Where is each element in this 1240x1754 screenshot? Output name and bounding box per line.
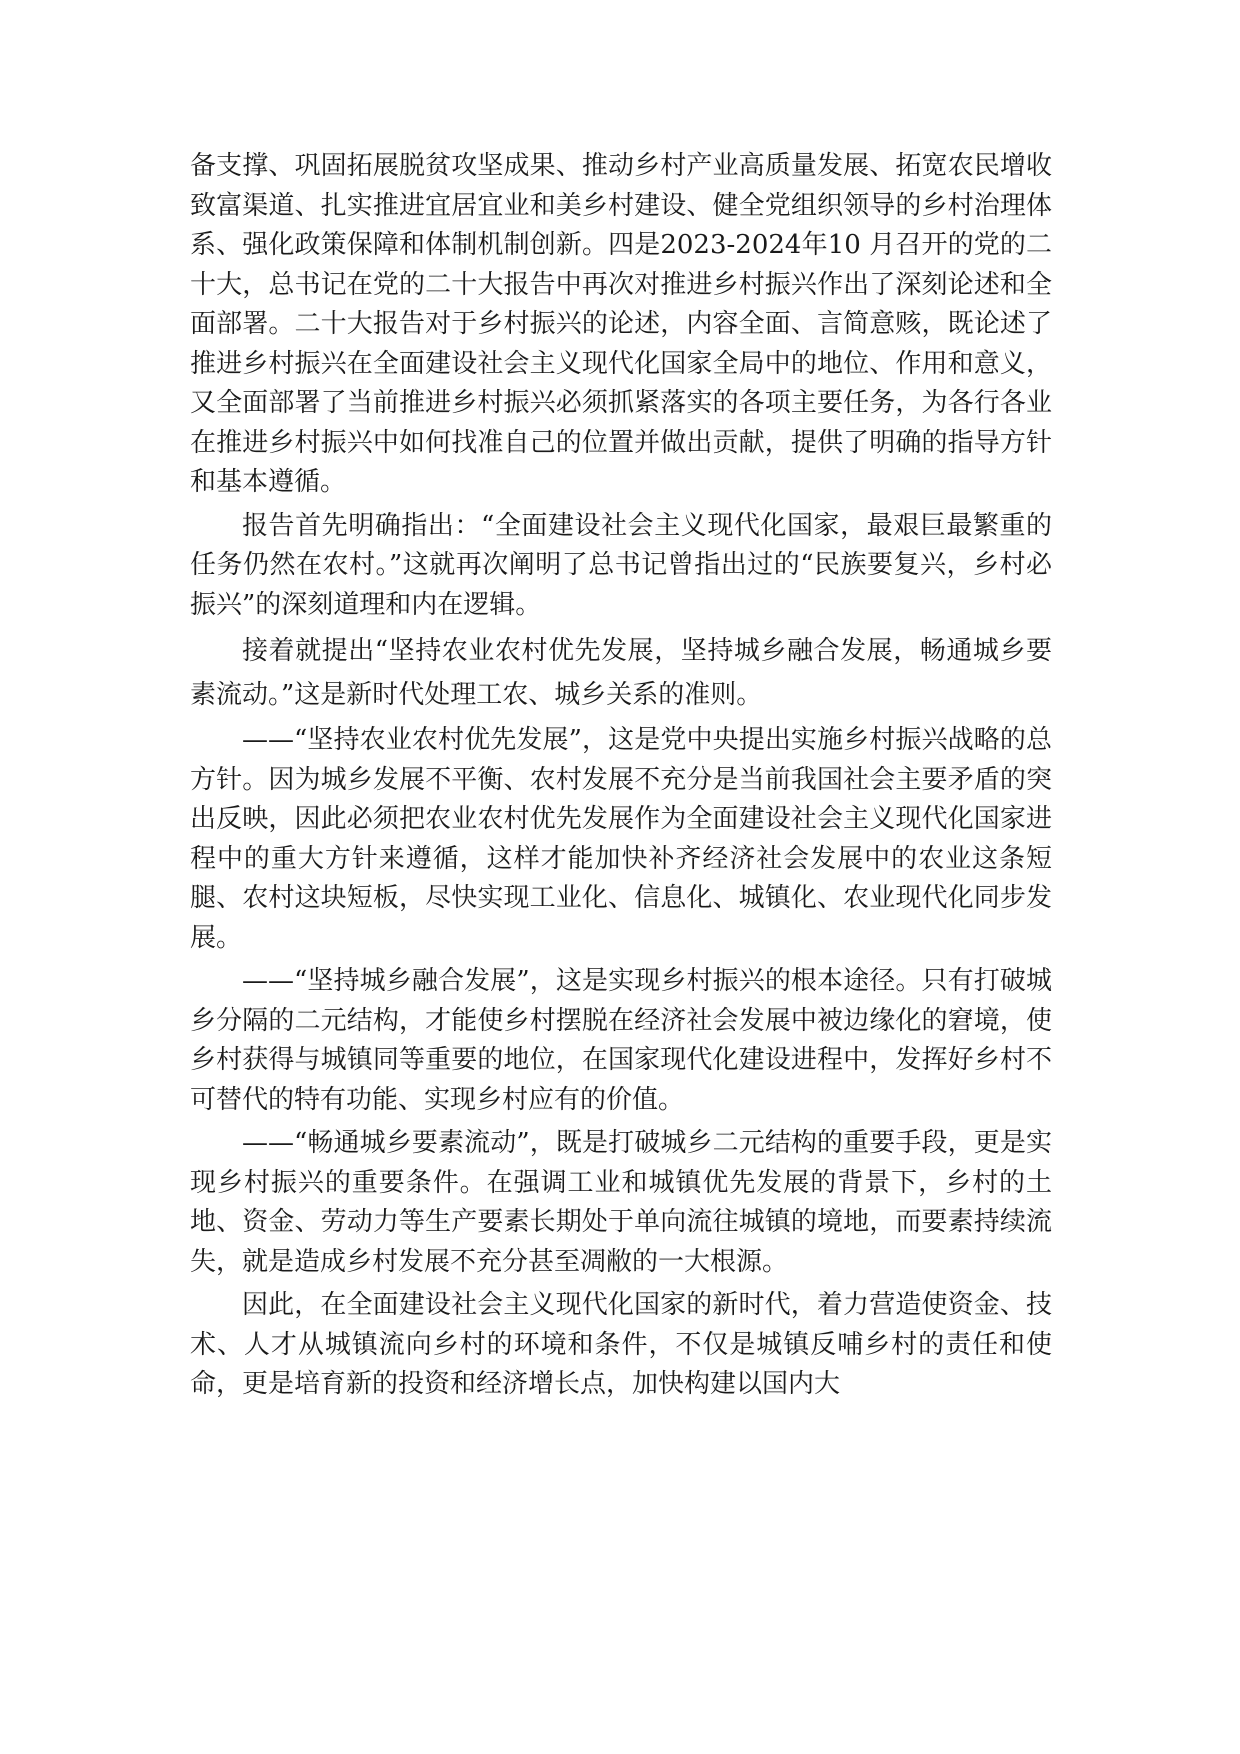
paragraph-principles: 接着就提出“坚持农业农村优先发展，坚持城乡融合发展，畅通城乡要素流动。”这是新时代处理工农、城乡关系的准则。 — [190, 636, 1052, 710]
paragraph-factor-flow: ——“畅通城乡要素流动”，既是打破城乡二元结构的重要手段，更是实现乡村振兴的重要条件。在强调工业和城镇优先发展的背景下，乡村的土地、资金、劳动力等生产要素长期处于单向流往城镇的境地，而要素持续流失，就是造成乡村发展不充分甚至凋敝的一大根源。 — [190, 1128, 1052, 1277]
paragraph-continuation: 备支撑、巩固拓展脱贫攻坚成果、推动乡村产业高质量发展、拓宽农民增收致富渠道、扎实推进宜居宜业和美乡村建设、健全党组织领导的乡村治理体系、强化政策保障和体制机制创新。四是2023-2024年10 月召开的党的二十大，总书记在党的二十大报告中再次对推进乡村振兴作出了深刻论述和全面部署。二十大报告对于乡村振兴的论述，内容全面、言简意赅，既论述了推进乡村振兴在全面建设社会主义现代化国家全局中的地位、作用和意义，又全面部署了当前推进乡村振兴必须抓紧落实的各项主要任务，为各行各业在推进乡村振兴中如何找准自己的位置并做出贡献，提供了明确的指导方针和基本遵循。 — [190, 151, 1052, 497]
paragraph-urban-rural-integration: ——“坚持城乡融合发展”，这是实现乡村振兴的根本途径。只有打破城乡分隔的二元结构，才能使乡村摆脱在经济社会发展中被边缘化的窘境，使乡村获得与城镇同等重要的地位，在国家现代化建设进程中，发挥好乡村不可替代的特有功能、实现乡村应有的价值。 — [190, 966, 1052, 1115]
body-text — [190, 147, 1052, 1409]
paragraph-agriculture-priority: ——“坚持农业农村优先发展”，这是党中央提出实施乡村振兴战略的总方针。因为城乡发展不平衡、农村发展不充分是当前我国社会主要矛盾的突出反映，因此必须把农业农村优先发展作为全面建设社会主义现代化国家进程中的重大方针来遵循，这样才能加快补齐经济社会发展中的农业这条短腿、农村这块短板，尽快实现工业化、信息化、城镇化、农业现代化同步发展。 — [190, 725, 1052, 953]
paragraph-report-statement: 报告首先明确指出：“全面建设社会主义现代化国家，最艰巨最繁重的任务仍然在农村。”这就再次阐明了总书记曾指出过的“民族要复兴，乡村必振兴”的深刻道理和内在逻辑。 — [190, 510, 1052, 620]
paragraph-conclusion: 因此，在全面建设社会主义现代化国家的新时代，着力营造使资金、技术、人才从城镇流向乡村的环境和条件，不仅是城镇反哺乡村的责任和使命，更是培育新的投资和经济增长点，加快构建以国内大 — [190, 1290, 1052, 1399]
